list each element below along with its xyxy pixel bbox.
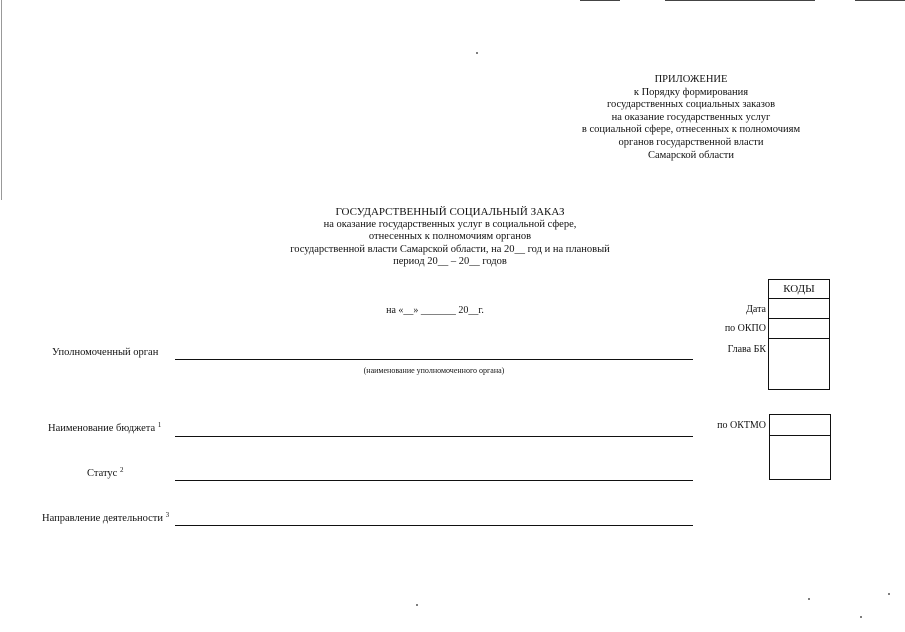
appendix-block xyxy=(560,74,822,162)
scan-dot xyxy=(860,616,862,618)
direction-footnote: 3 xyxy=(165,511,170,519)
budget-label-text: Наименование бюджета xyxy=(48,423,156,434)
direction-label-text: Направление деятельности xyxy=(42,513,163,524)
code-cell-glava-bk[interactable] xyxy=(768,339,830,390)
okpo-code-label: по ОКПО xyxy=(724,323,766,334)
title-line: на оказание государственных услуг в социальной сфере, xyxy=(323,218,577,230)
glava-bk-label: Глава БК xyxy=(727,344,766,355)
budget-footnote: 1 xyxy=(157,421,162,429)
top-edge-line xyxy=(665,0,815,1)
status-label xyxy=(87,466,123,479)
scan-dot xyxy=(416,604,418,606)
left-edge-rule xyxy=(1,0,2,200)
status-field[interactable] xyxy=(175,480,693,481)
direction-field[interactable] xyxy=(175,525,693,526)
direction-label xyxy=(42,511,169,524)
appendix-line: Самарской области xyxy=(648,149,734,161)
date-code-label: Дата xyxy=(746,304,766,315)
authority-caption: (наименование уполномоченного органа) xyxy=(363,366,505,375)
title-line: период 20__ – 20__ годов xyxy=(393,256,507,268)
code-cell-date[interactable] xyxy=(768,299,830,319)
budget-label xyxy=(48,421,161,434)
title-line: отнесенных к полномочиям органов xyxy=(368,231,532,243)
oktmo-code-cell[interactable] xyxy=(769,414,831,436)
appendix-line: на оказание государственных услуг xyxy=(611,111,771,123)
status-label-text: Статус xyxy=(87,468,118,479)
document-title-block xyxy=(250,206,650,269)
oktmo-code-label: по ОКТМО xyxy=(717,420,766,431)
title-line: государственной власти Самарской области, на 20__ год и на плановый xyxy=(290,243,610,255)
top-edge-line xyxy=(580,0,620,1)
appendix-line: ПРИЛОЖЕНИЕ xyxy=(654,74,728,85)
codes-header: КОДЫ xyxy=(768,279,830,299)
document-title: ГОСУДАРСТВЕННЫЙ СОЦИАЛЬНЫЙ ЗАКАЗ xyxy=(335,206,565,218)
top-edge-line xyxy=(855,0,905,1)
authority-label: Уполномоченный орган xyxy=(52,347,159,358)
authority-field[interactable] xyxy=(175,359,693,360)
scan-dot xyxy=(808,598,810,600)
appendix-line: к Порядку формирования xyxy=(633,86,749,98)
status-footnote: 2 xyxy=(119,466,124,474)
oktmo-extra-cell[interactable] xyxy=(769,435,831,480)
appendix-line: в социальной сфере, отнесенных к полномочиям xyxy=(581,124,801,136)
document-date: на «__» _______ 20__г. xyxy=(386,305,484,316)
scan-dot xyxy=(888,593,890,595)
budget-field[interactable] xyxy=(175,436,693,437)
appendix-line: государственных социальных заказов xyxy=(606,99,776,111)
appendix-line: органов государственной власти xyxy=(618,136,764,148)
scan-dot xyxy=(476,52,478,54)
code-cell-okpo[interactable] xyxy=(768,319,830,339)
